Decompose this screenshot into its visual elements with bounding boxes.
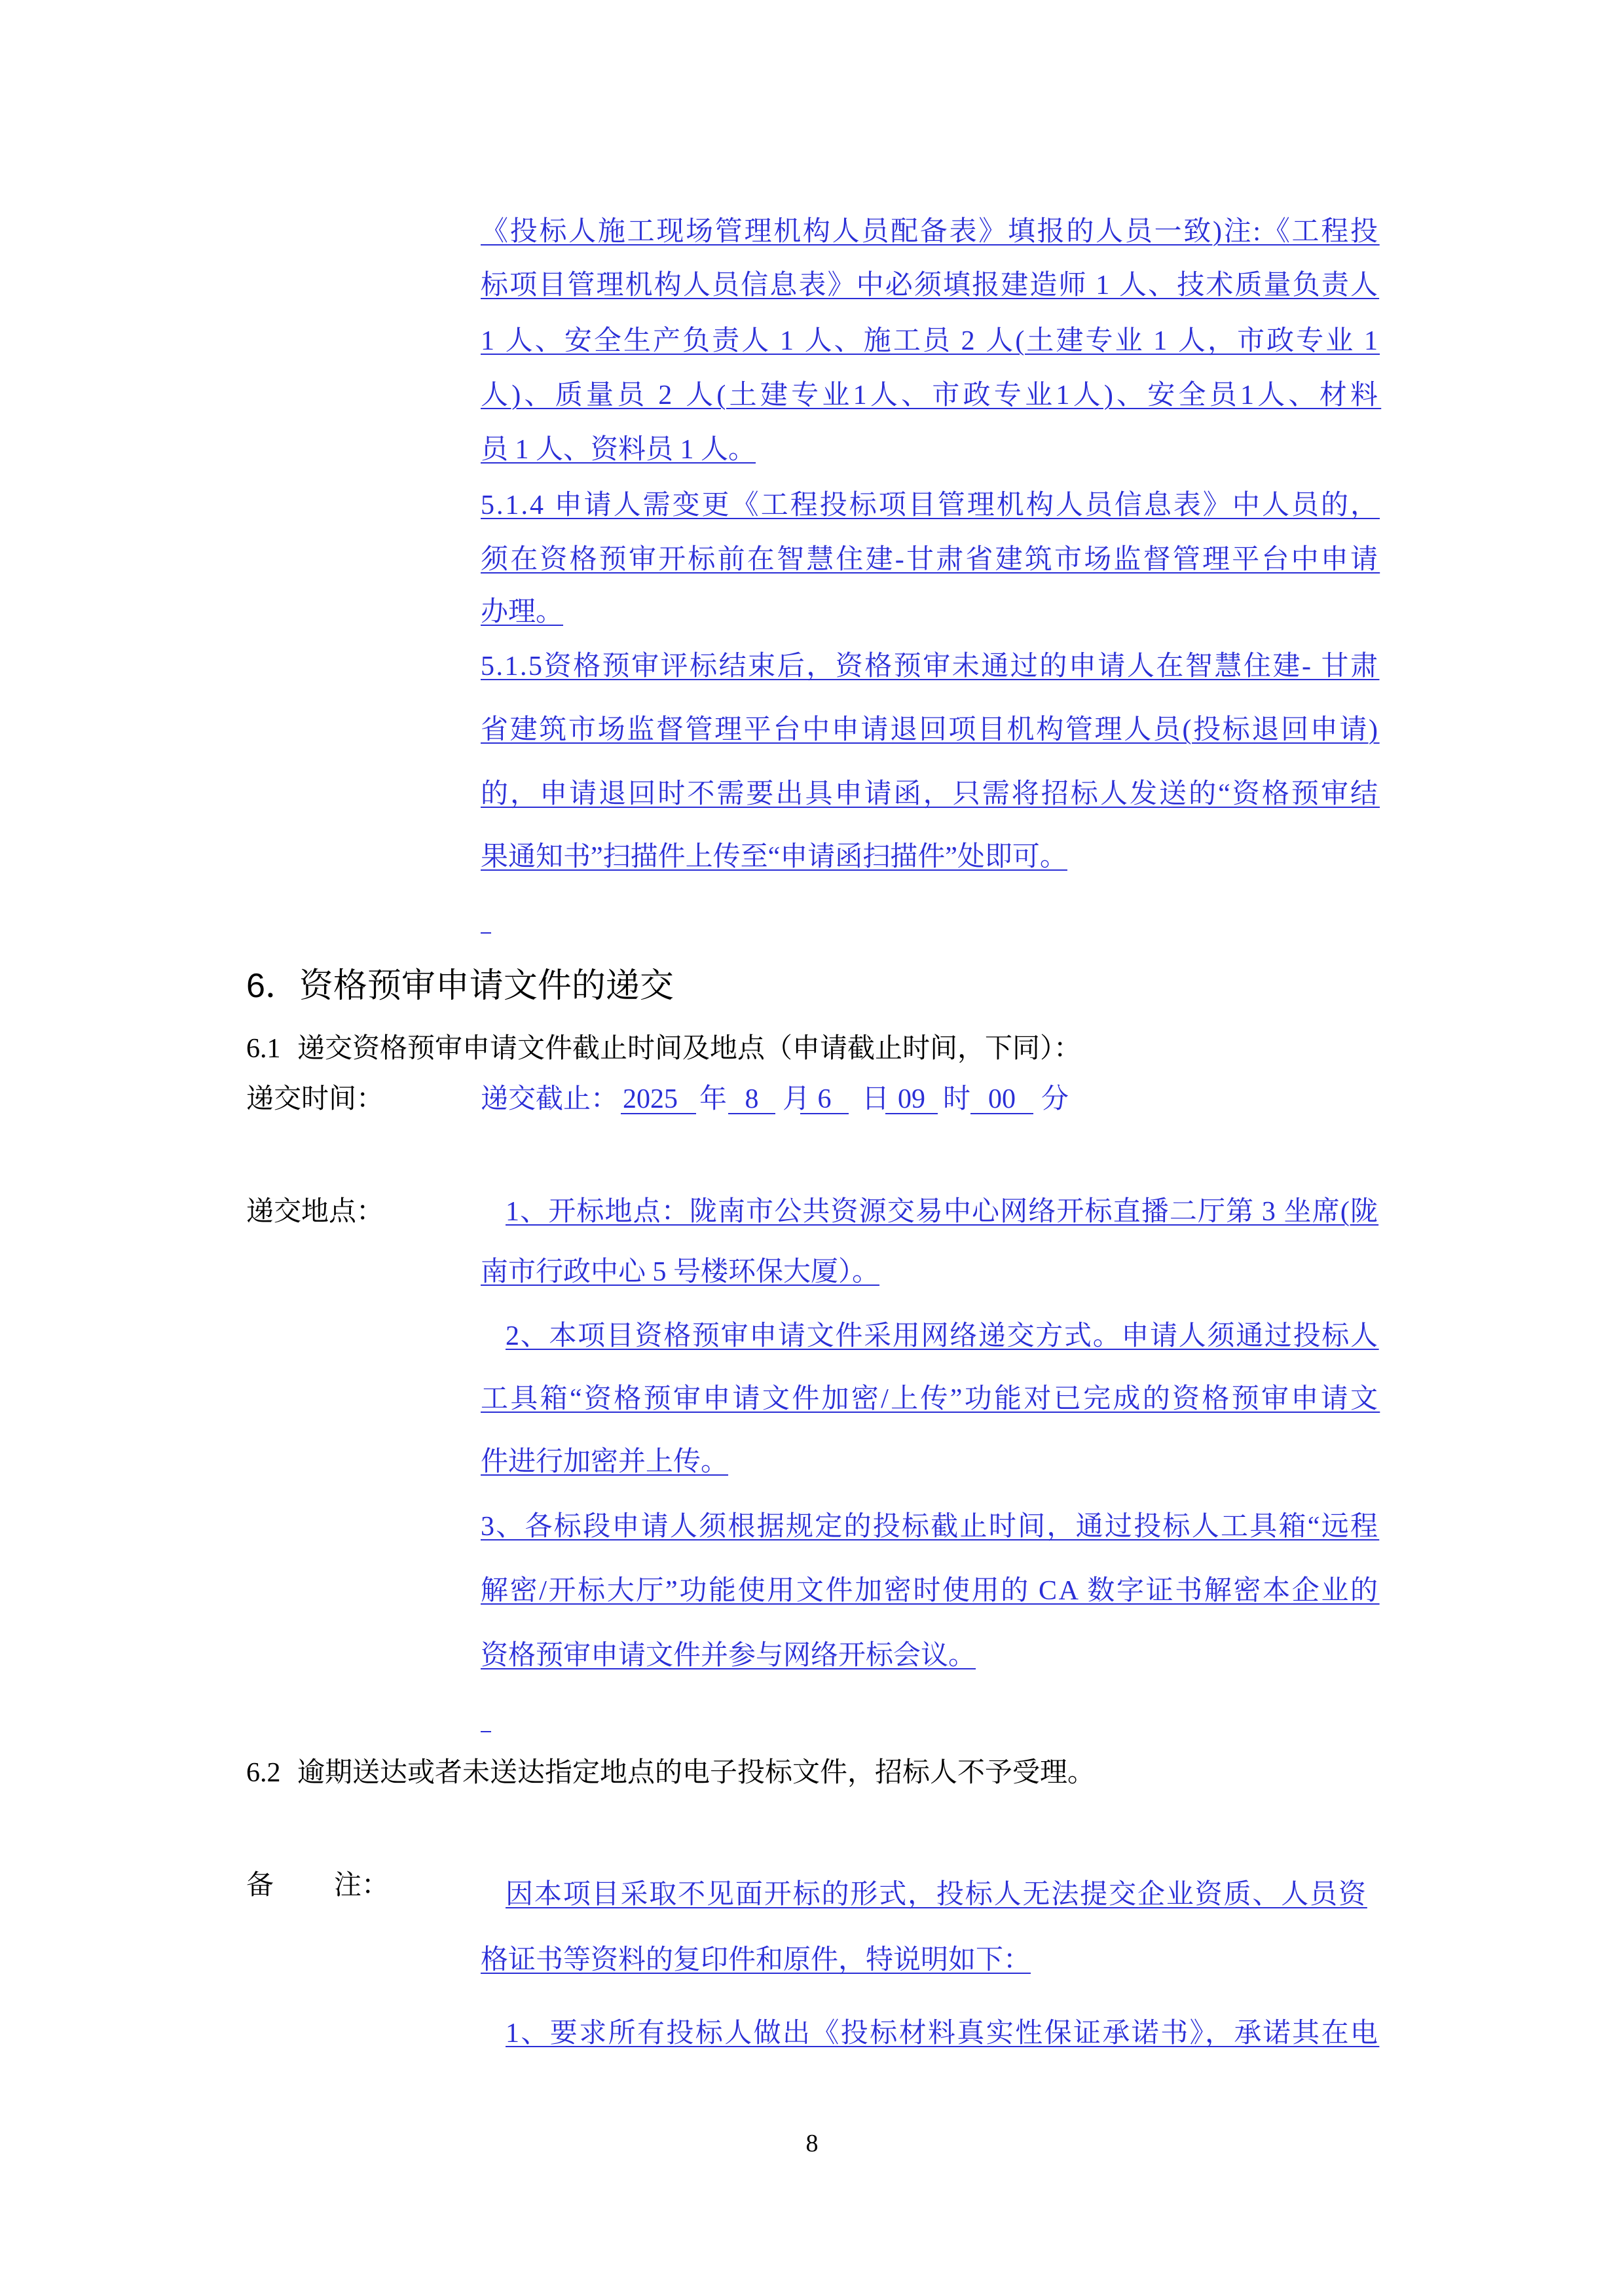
place-item-2-line: 2、本项目资格预审申请文件采用网络递交方式。申请人须通过投标人 bbox=[506, 1321, 1379, 1351]
clause-5-1-5-line: 5.1.5资格预审评标结束后，资格预审未通过的申请人在智慧住建- 甘肃 bbox=[481, 651, 1380, 682]
place-item-1-line: 1、开标地点：陇南市公共资源交易中心网络开标直播二厅第 3 坐席(陇 bbox=[506, 1197, 1379, 1227]
deadline-month-unit: 月 bbox=[783, 1084, 811, 1114]
place-item-2-line: 件进行加密并上传。 bbox=[481, 1447, 729, 1477]
deadline-minute: 00 bbox=[970, 1085, 1033, 1114]
deadline-day-unit: 日 bbox=[862, 1084, 890, 1114]
body-text-line: 标项目管理机构人员信息表》中必须填报建造师 1 人、技术质量负责人 bbox=[481, 270, 1380, 301]
remarks-item-1-line: 1、要求所有投标人做出《投标材料真实性保证承诺书》，承诺其在电 bbox=[506, 2018, 1380, 2049]
section-6-heading: 6．资格预审申请文件的递交 bbox=[246, 967, 674, 1005]
remarks-label-part: 注： bbox=[334, 1870, 390, 1901]
deadline-day: 6 bbox=[800, 1085, 849, 1114]
clause-6-1-number: 6.1 bbox=[246, 1034, 281, 1064]
deadline-hour: 09 bbox=[885, 1085, 938, 1114]
body-text-line: 《投标人施工现场管理机构人员配备表》填报的人员一致)注:《工程投 bbox=[481, 217, 1380, 247]
place-item-3-line: 3、各标段申请人须根据规定的投标截止时间，通过投标人工具箱“远程 bbox=[481, 1512, 1380, 1542]
clause-6-1-text: 递交资格预审申请文件截止时间及地点（申请截止时间，下同）： bbox=[297, 1034, 1082, 1064]
empty-underlined-paragraph-mark bbox=[481, 1731, 491, 1732]
place-item-3-line: 资格预审申请文件并参与网络开标会议。 bbox=[481, 1641, 976, 1671]
clause-6-2-number: 6.2 bbox=[246, 1758, 281, 1788]
submission-place-label: 递交地点： bbox=[246, 1197, 384, 1227]
place-item-2-line: 工具箱“资格预审申请文件加密/上传”功能对已完成的资格预审申请文 bbox=[481, 1384, 1380, 1414]
body-text-line: 员 1 人、资料员 1 人。 bbox=[481, 435, 756, 465]
body-text-line: 省建筑市场监督管理平台中申请退回项目机构管理人员(投标退回申请) bbox=[481, 715, 1380, 745]
remarks-line: 格证书等资料的复印件和原件，特说明如下： bbox=[481, 1945, 1031, 1975]
clause-6-2-text: 逾期送达或者未送达指定地点的电子投标文件，招标人不予受理。 bbox=[297, 1758, 1096, 1788]
body-text-line: 的，申请退回时不需要出具申请函，只需将招标人发送的“资格预审结 bbox=[481, 779, 1380, 809]
body-text-line: 须在资格预审开标前在智慧住建-甘肃省建筑市场监督管理平台中申请 bbox=[481, 545, 1380, 575]
remarks-label-part: 备 bbox=[246, 1870, 274, 1901]
empty-underlined-paragraph-mark bbox=[481, 932, 491, 934]
deadline-month: 8 bbox=[728, 1085, 775, 1114]
place-item-1-line: 南市行政中心 5 号楼环保大厦）。 bbox=[481, 1257, 880, 1287]
body-text-line: 人)、质量员 2 人(土建专业1人、市政专业1人)、安全员1人、材料 bbox=[481, 380, 1382, 410]
clause-5-1-4-line: 5.1.4 申请人需变更《工程投标项目管理机构人员信息表》中人员的， bbox=[481, 490, 1380, 520]
deadline-year-unit: 年 bbox=[699, 1084, 728, 1114]
deadline-prefix: 递交截止： bbox=[481, 1084, 619, 1114]
deadline-year: 2025 bbox=[621, 1085, 696, 1114]
body-text-line: 1 人、安全生产负责人 1 人、施工员 2 人(土建专业 1 人，市政专业 1 bbox=[481, 326, 1380, 356]
page-number: 8 bbox=[805, 2130, 819, 2157]
place-item-3-line: 解密/开标大厅”功能使用文件加密时使用的 CA 数字证书解密本企业的 bbox=[481, 1576, 1380, 1606]
submission-time-label: 递交时间： bbox=[246, 1084, 384, 1114]
deadline-minute-unit: 分 bbox=[1041, 1084, 1069, 1114]
deadline-hour-unit: 时 bbox=[943, 1084, 971, 1114]
body-text-line: 办理。 bbox=[481, 597, 564, 627]
body-text-line: 果通知书”扫描件上传至“申请函扫描件”处即可。 bbox=[481, 842, 1067, 872]
remarks-line: 因本项目采取不见面开标的形式，投标人无法提交企业资质、人员资 bbox=[506, 1880, 1367, 1910]
